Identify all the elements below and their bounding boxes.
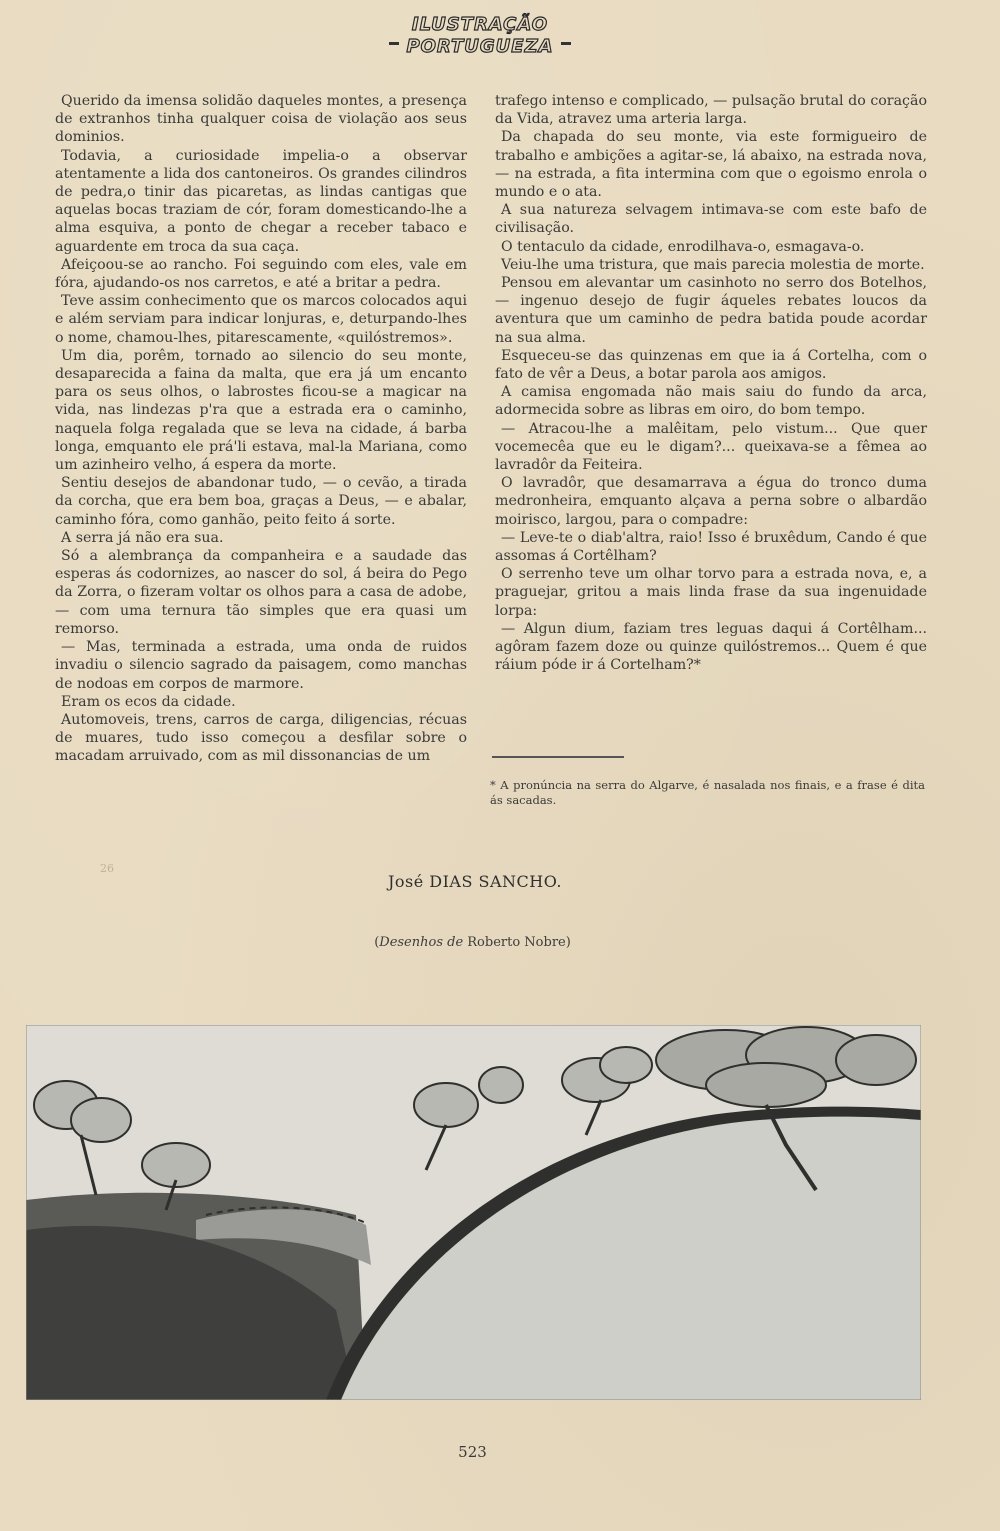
right-paragraph: — Leve-te o diab'altra, raio! Isso é bruxêdum, Cando é que assomas á Cortêlham?: [495, 529, 927, 565]
page-number: 523: [458, 1443, 487, 1461]
right-paragraph: O tentaculo da cidade, enrodilhava-o, esmagava-o.: [501, 238, 865, 255]
masthead-line-2: PORTUGUEZA: [406, 36, 554, 57]
right-paragraph: O serrenho teve um olhar torvo para a estrada nova, e, a praguejar, gritou a mais linda frase da sua ingenuidade lorpa:: [495, 566, 927, 619]
right-paragraph: trafego intenso e complicado, — pulsação brutal do coração da Vida, atravez uma arteria larga.: [495, 93, 927, 128]
left-paragraph: Teve assim conhecimento que os marcos colocados aqui e além serviam para indicar lonjuras, e, deturpando-lhes o nome, chamou-lhes, pitarescamente, «quilóstremos».: [55, 293, 467, 346]
credit-name: Roberto Nobre): [463, 935, 571, 950]
masthead-logo: [395, 14, 565, 66]
credit-open: (: [374, 935, 380, 950]
right-paragraph: — Atracou-lhe a malêitam, pelo vistum... Que quer vocemecêa que eu le digam?... queixava-se a fêmea ao lavradôr da Feiteira.: [495, 420, 927, 474]
right-paragraph: Esqueceu-se das quinzenas em que ia á Cortelha, com o fato de vêr a Deus, a botar parola aos amigos.: [495, 347, 927, 383]
left-paragraph: — Mas, terminada a estrada, uma onda de ruidos invadiu o silencio sagrado da paisagem, como manchas de nodoas em corpos de marmore.: [55, 639, 467, 692]
left-paragraph: Sentiu desejos de abandonar tudo, — o cevão, a tirada da corcha, que era bem boa, graças a Deus, — e abalar, caminho fóra, como ganhão, peito feito á sorte.: [55, 475, 467, 528]
left-paragraph: Automoveis, trens, carros de carga, diligencias, récuas de muares, tudo isso começou a desfilar sobre o macadam arruivado, com as mil dissonancias de um: [55, 711, 467, 765]
left-paragraph: Todavia, a curiosidade impelia-o a observar atentamente a lida dos cantoneiros. Os grandes cilindros de pedra,o tinir das picaretas, as lindas cantigas que aquelas bocas traziam de cór, foram domesticando-lhe a alma esquiva, a ponto de chegar a receber tabaco e aguardente em troca da sua caça.: [55, 147, 467, 255]
left-paragraph: Afeiçoou-se ao rancho. Foi seguindo com eles, vale em fóra, ajudando-os nos carretos, e até a britar a pedra.: [55, 256, 467, 292]
masthead-line-1: ILUSTRAÇÃO: [411, 14, 549, 35]
right-paragraph: — Algun dium, faziam tres leguas daqui á Cortêlham... agôram fazem doze ou quinze quilóstremos... Quem é que ráium póde ir á Cortelham?*: [495, 620, 927, 674]
illustration-credit: [0, 935, 945, 950]
footnote: * A pronúncia na serra do Algarve, é nasalada nos finais, e a frase é dita ás sacadas.: [490, 778, 925, 807]
left-paragraph: Eram os ecos da cidade.: [61, 693, 236, 710]
left-paragraph: Querido da imensa solidão daqueles montes, a presença de extranhos tinha qualquer coisa de violação aos seus dominios.: [55, 93, 467, 146]
masthead-dash-left: [389, 42, 399, 45]
left-paragraph: Um dia, porêm, tornado ao silencio do seu monte, desaparecida a faina da malta, que era já um encanto para os seus olhos, o labrostes ficou-se a magicar na vida, nas lindezas p'ra que a estrada era o caminho, naquela folga regalada que se leva na cidade, á barba longa, emquanto ele prá'li estava, mal-la Mariana, como um azinheiro velho, á espera da morte.: [55, 347, 467, 474]
right-paragraph: A camisa engomada não mais saiu do fundo da arca, adormecida sobre as libras em oiro, do bom tempo.: [495, 384, 927, 419]
credit-italic: Desenhos de: [379, 935, 464, 950]
right-paragraph: A sua natureza selvagem intimava-se com este bafo de civilisação.: [495, 202, 927, 237]
right-column: [495, 92, 927, 675]
author-signature: José DIAS SANCHO.: [387, 872, 563, 891]
landscape-illustration: [26, 1025, 921, 1400]
footnote-divider: [492, 756, 624, 758]
right-paragraph: Pensou em alevantar um casinhoto no serro dos Botelhos, — ingenuo desejo de fugir áqueles rebates loucos da aventura que um caminho de pedra batida poude acordar na sua alma.: [495, 275, 927, 346]
left-column: [55, 92, 467, 766]
right-paragraph: Veiu-lhe uma tristura, que mais parecia molestia de morte.: [501, 256, 925, 273]
left-paragraph: A serra já não era sua.: [61, 529, 224, 546]
faded-page-mark: 26: [100, 862, 114, 875]
masthead-dash-right: [561, 42, 571, 45]
left-paragraph: Só a alembrança da companheira e a saudade das esperas ás codornizes, ao nascer do sol, á beira do Pego da Zorra, o fizeram voltar os olhos para a casa de adobe, — com uma ternura tão simples que era quasi um remorso.: [55, 548, 467, 637]
right-paragraph: O lavradôr, que desamarrava a égua do tronco duma medronheira, emquanto alçava a perna sobre o albardão moirisco, largou, para o compadre:: [495, 475, 927, 528]
right-paragraph: Da chapada do seu monte, via este formigueiro de trabalho e ambições a agitar-se, lá abaixo, na estrada nova, — na estrada, a fita intermina com que o egoismo enrola o mundo e o ata.: [495, 129, 927, 201]
